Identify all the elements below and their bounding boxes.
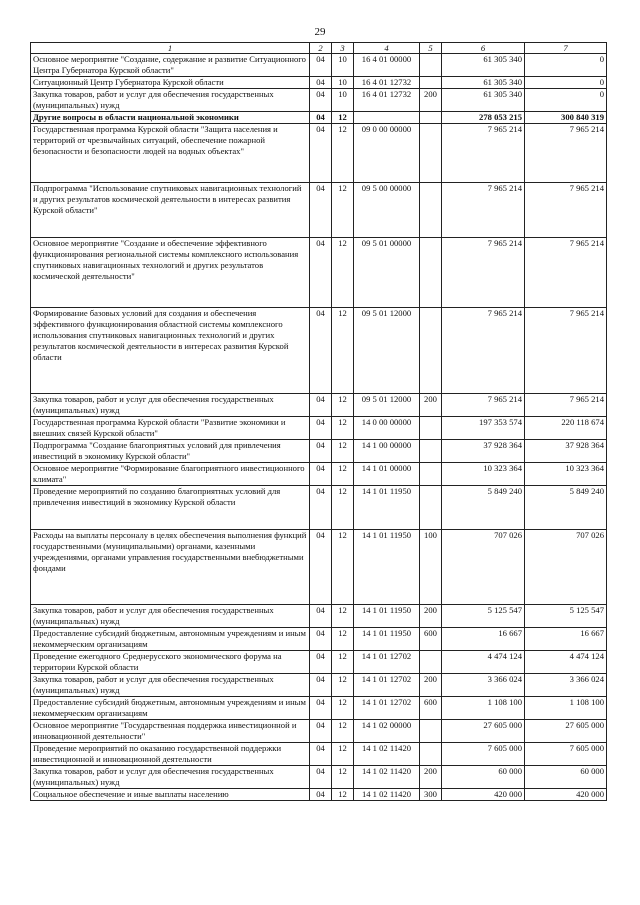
row-amount-year2: 7 965 214 xyxy=(525,394,607,417)
row-amount-year1: 27 605 000 xyxy=(442,720,525,743)
row-amount-year1: 61 305 340 xyxy=(442,54,525,77)
row-podrazdel: 12 xyxy=(332,486,354,530)
row-razdel: 04 xyxy=(310,697,332,720)
header-row xyxy=(31,43,607,54)
row-target-article: 09 5 00 00000 xyxy=(354,183,420,238)
row-podrazdel: 12 xyxy=(332,720,354,743)
header-cell: 4 xyxy=(354,43,420,54)
row-amount-year2: 60 000 xyxy=(525,766,607,789)
row-amount-year2: 420 000 xyxy=(525,789,607,801)
row-amount-year1: 61 305 340 xyxy=(442,89,525,112)
row-razdel: 04 xyxy=(310,54,332,77)
row-razdel: 04 xyxy=(310,308,332,394)
row-amount-year2: 27 605 000 xyxy=(525,720,607,743)
row-amount-year1: 7 965 214 xyxy=(442,308,525,394)
row-amount-year2: 220 118 674 xyxy=(525,417,607,440)
row-target-article xyxy=(354,112,420,124)
row-razdel: 04 xyxy=(310,394,332,417)
row-podrazdel: 12 xyxy=(332,766,354,789)
header-cell: 7 xyxy=(525,43,607,54)
row-expense-type xyxy=(420,77,442,89)
row-podrazdel: 12 xyxy=(332,628,354,651)
row-target-article: 09 0 00 00000 xyxy=(354,124,420,183)
row-amount-year1: 37 928 364 xyxy=(442,440,525,463)
row-amount-year1: 5 125 547 xyxy=(442,605,525,628)
row-podrazdel: 12 xyxy=(332,238,354,308)
row-target-article: 09 5 01 12000 xyxy=(354,394,420,417)
row-razdel: 04 xyxy=(310,77,332,89)
table-row xyxy=(31,394,607,417)
row-expense-type xyxy=(420,720,442,743)
row-name: Закупка товаров, работ и услуг для обеспечения государственных (муниципальных) нужд xyxy=(31,605,310,628)
row-podrazdel: 12 xyxy=(332,605,354,628)
table-row xyxy=(31,789,607,801)
row-expense-type: 600 xyxy=(420,628,442,651)
table-row xyxy=(31,530,607,605)
row-name: Проведение мероприятий по созданию благоприятных условий для привлечения инвестиций в экономику Курской области xyxy=(31,486,310,530)
row-razdel: 04 xyxy=(310,789,332,801)
row-name: Государственная программа Курской области "Защита населения и территорий от чрезвычайных ситуаций, обеспечение пожарной безопасности и безопасности людей на водных объектах" xyxy=(31,124,310,183)
row-name: Подпрограмма "Использование спутниковых навигационных технологий и других результатов космической деятельности в интересах развития Курской области" xyxy=(31,183,310,238)
row-razdel: 04 xyxy=(310,651,332,674)
row-expense-type xyxy=(420,308,442,394)
row-amount-year1: 707 026 xyxy=(442,530,525,605)
row-razdel: 04 xyxy=(310,720,332,743)
row-name: Проведение мероприятий по оказанию государственной поддержки инвестиционной и инновационной деятельности xyxy=(31,743,310,766)
table-row xyxy=(31,440,607,463)
row-target-article: 14 1 02 11420 xyxy=(354,766,420,789)
row-podrazdel: 12 xyxy=(332,697,354,720)
row-podrazdel: 12 xyxy=(332,183,354,238)
row-razdel: 04 xyxy=(310,743,332,766)
row-name: Ситуационный Центр Губернатора Курской области xyxy=(31,77,310,89)
row-razdel: 04 xyxy=(310,183,332,238)
table-row xyxy=(31,183,607,238)
row-target-article: 14 1 01 11950 xyxy=(354,486,420,530)
row-target-article: 14 1 02 00000 xyxy=(354,720,420,743)
row-expense-type xyxy=(420,440,442,463)
row-amount-year1: 3 366 024 xyxy=(442,674,525,697)
row-expense-type: 100 xyxy=(420,530,442,605)
row-podrazdel: 12 xyxy=(332,651,354,674)
row-expense-type xyxy=(420,112,442,124)
row-razdel: 04 xyxy=(310,674,332,697)
row-amount-year1: 7 965 214 xyxy=(442,238,525,308)
table-row xyxy=(31,743,607,766)
table-row xyxy=(31,77,607,89)
row-amount-year2: 300 840 319 xyxy=(525,112,607,124)
row-razdel: 04 xyxy=(310,417,332,440)
budget-table xyxy=(30,42,607,801)
row-razdel: 04 xyxy=(310,628,332,651)
table-row xyxy=(31,124,607,183)
row-name: Предоставление субсидий бюджетным, автономным учреждениям и иным некоммерческим организациям xyxy=(31,628,310,651)
row-target-article: 14 1 02 11420 xyxy=(354,789,420,801)
row-podrazdel: 10 xyxy=(332,89,354,112)
row-amount-year1: 420 000 xyxy=(442,789,525,801)
row-target-article: 16 4 01 00000 xyxy=(354,54,420,77)
row-podrazdel: 12 xyxy=(332,743,354,766)
row-podrazdel: 12 xyxy=(332,674,354,697)
row-podrazdel: 10 xyxy=(332,54,354,77)
row-name: Закупка товаров, работ и услуг для обеспечения государственных (муниципальных) нужд xyxy=(31,394,310,417)
row-podrazdel: 12 xyxy=(332,112,354,124)
row-amount-year1: 5 849 240 xyxy=(442,486,525,530)
row-target-article: 09 5 01 12000 xyxy=(354,308,420,394)
row-amount-year1: 7 965 214 xyxy=(442,183,525,238)
row-target-article: 14 1 00 00000 xyxy=(354,440,420,463)
row-razdel: 04 xyxy=(310,238,332,308)
row-podrazdel: 12 xyxy=(332,440,354,463)
header-cell: 1 xyxy=(31,43,310,54)
row-podrazdel: 12 xyxy=(332,417,354,440)
header-cell: 2 xyxy=(310,43,332,54)
row-name: Основное мероприятие "Государственная поддержка инвестиционной и инновационной деятельности" xyxy=(31,720,310,743)
row-amount-year2: 0 xyxy=(525,77,607,89)
row-podrazdel: 12 xyxy=(332,308,354,394)
row-amount-year2: 7 965 214 xyxy=(525,124,607,183)
row-name: Государственная программа Курской области "Развитие экономики и внешних связей Курской области" xyxy=(31,417,310,440)
row-podrazdel: 12 xyxy=(332,394,354,417)
row-amount-year1: 278 053 215 xyxy=(442,112,525,124)
row-amount-year1: 61 305 340 xyxy=(442,77,525,89)
row-amount-year2: 5 849 240 xyxy=(525,486,607,530)
table-row xyxy=(31,674,607,697)
row-amount-year2: 10 323 364 xyxy=(525,463,607,486)
table-row xyxy=(31,651,607,674)
row-name: Социальное обеспечение и иные выплаты населению xyxy=(31,789,310,801)
row-target-article: 14 1 01 12702 xyxy=(354,674,420,697)
table-row xyxy=(31,54,607,77)
row-amount-year1: 7 605 000 xyxy=(442,743,525,766)
table-row xyxy=(31,463,607,486)
row-podrazdel: 12 xyxy=(332,463,354,486)
row-amount-year1: 60 000 xyxy=(442,766,525,789)
table-row xyxy=(31,486,607,530)
row-expense-type xyxy=(420,124,442,183)
row-razdel: 04 xyxy=(310,605,332,628)
page-number: 29 xyxy=(314,26,326,38)
row-amount-year2: 1 108 100 xyxy=(525,697,607,720)
row-expense-type xyxy=(420,651,442,674)
row-name: Предоставление субсидий бюджетным, автономным учреждениям и иным некоммерческим организациям xyxy=(31,697,310,720)
row-amount-year2: 4 474 124 xyxy=(525,651,607,674)
header-cell: 5 xyxy=(420,43,442,54)
row-amount-year2: 7 965 214 xyxy=(525,183,607,238)
row-amount-year1: 16 667 xyxy=(442,628,525,651)
row-target-article: 14 0 00 00000 xyxy=(354,417,420,440)
row-razdel: 04 xyxy=(310,112,332,124)
row-razdel: 04 xyxy=(310,440,332,463)
header-cell: 6 xyxy=(442,43,525,54)
row-amount-year1: 10 323 364 xyxy=(442,463,525,486)
table-row xyxy=(31,238,607,308)
row-name: Другие вопросы в области национальной экономики xyxy=(31,112,310,124)
row-target-article: 09 5 01 00000 xyxy=(354,238,420,308)
row-name: Закупка товаров, работ и услуг для обеспечения государственных (муниципальных) нужд xyxy=(31,89,310,112)
row-amount-year1: 1 108 100 xyxy=(442,697,525,720)
row-name: Подпрограмма "Создание благоприятных условий для привлечения инвестиций в экономику Курской области" xyxy=(31,440,310,463)
table-row xyxy=(31,766,607,789)
row-amount-year2: 707 026 xyxy=(525,530,607,605)
row-amount-year2: 16 667 xyxy=(525,628,607,651)
table-row xyxy=(31,605,607,628)
row-expense-type: 600 xyxy=(420,697,442,720)
row-name: Основное мероприятие "Формирование благоприятного инвестиционного климата" xyxy=(31,463,310,486)
row-target-article: 16 4 01 12732 xyxy=(354,89,420,112)
row-razdel: 04 xyxy=(310,124,332,183)
row-razdel: 04 xyxy=(310,766,332,789)
row-target-article: 14 1 01 11950 xyxy=(354,605,420,628)
row-razdel: 04 xyxy=(310,463,332,486)
row-target-article: 14 1 01 00000 xyxy=(354,463,420,486)
row-amount-year1: 7 965 214 xyxy=(442,124,525,183)
table-row xyxy=(31,417,607,440)
row-name: Закупка товаров, работ и услуг для обеспечения государственных (муниципальных) нужд xyxy=(31,766,310,789)
row-target-article: 14 1 01 12702 xyxy=(354,651,420,674)
row-expense-type xyxy=(420,743,442,766)
row-expense-type xyxy=(420,463,442,486)
table-row xyxy=(31,720,607,743)
row-target-article: 14 1 01 11950 xyxy=(354,530,420,605)
table-row xyxy=(31,697,607,720)
row-amount-year1: 197 353 574 xyxy=(442,417,525,440)
row-expense-type: 200 xyxy=(420,674,442,697)
row-name: Проведение ежегодного Среднерусского экономического форума на территории Курской области xyxy=(31,651,310,674)
table-row xyxy=(31,308,607,394)
row-expense-type xyxy=(420,54,442,77)
row-amount-year2: 7 965 214 xyxy=(525,238,607,308)
row-podrazdel: 12 xyxy=(332,530,354,605)
row-expense-type: 300 xyxy=(420,789,442,801)
row-amount-year2: 7 965 214 xyxy=(525,308,607,394)
row-amount-year2: 7 605 000 xyxy=(525,743,607,766)
row-amount-year1: 7 965 214 xyxy=(442,394,525,417)
row-podrazdel: 10 xyxy=(332,77,354,89)
row-expense-type xyxy=(420,417,442,440)
row-target-article: 14 1 01 12702 xyxy=(354,697,420,720)
row-amount-year2: 0 xyxy=(525,54,607,77)
row-amount-year1: 4 474 124 xyxy=(442,651,525,674)
row-target-article: 14 1 01 11950 xyxy=(354,628,420,651)
row-expense-type: 200 xyxy=(420,605,442,628)
row-name: Основное мероприятие "Создание, содержание и развитие Ситуационного Центра Губернатора Курской области" xyxy=(31,54,310,77)
row-expense-type: 200 xyxy=(420,89,442,112)
table-row xyxy=(31,89,607,112)
row-expense-type xyxy=(420,183,442,238)
row-expense-type xyxy=(420,486,442,530)
row-razdel: 04 xyxy=(310,89,332,112)
row-name: Основное мероприятие "Создание и обеспечение эффективного функционирования региональной системы комплексного использования спутниковых навигационных технологий и других результатов космической деятельности" xyxy=(31,238,310,308)
row-podrazdel: 12 xyxy=(332,124,354,183)
table-row xyxy=(31,112,607,124)
row-amount-year2: 5 125 547 xyxy=(525,605,607,628)
row-amount-year2: 3 366 024 xyxy=(525,674,607,697)
row-razdel: 04 xyxy=(310,530,332,605)
row-name: Закупка товаров, работ и услуг для обеспечения государственных (муниципальных) нужд xyxy=(31,674,310,697)
row-name: Формирование базовых условий для создания и обеспечения эффективного функционирования областной системы комплексного использования спутниковых навигационных технологий и других результатов космической деятельности в интересах развития Курской области xyxy=(31,308,310,394)
row-expense-type: 200 xyxy=(420,766,442,789)
row-name: Расходы на выплаты персоналу в целях обеспечения выполнения функций государственными (муниципальными) органами, казенными учреждениями, органами управления государственными внебюджетными фондами xyxy=(31,530,310,605)
row-razdel: 04 xyxy=(310,486,332,530)
row-amount-year2: 37 928 364 xyxy=(525,440,607,463)
row-podrazdel: 12 xyxy=(332,789,354,801)
header-cell: 3 xyxy=(332,43,354,54)
row-expense-type: 200 xyxy=(420,394,442,417)
row-target-article: 14 1 02 11420 xyxy=(354,743,420,766)
row-expense-type xyxy=(420,238,442,308)
row-target-article: 16 4 01 12732 xyxy=(354,77,420,89)
table-row xyxy=(31,628,607,651)
row-amount-year2: 0 xyxy=(525,89,607,112)
